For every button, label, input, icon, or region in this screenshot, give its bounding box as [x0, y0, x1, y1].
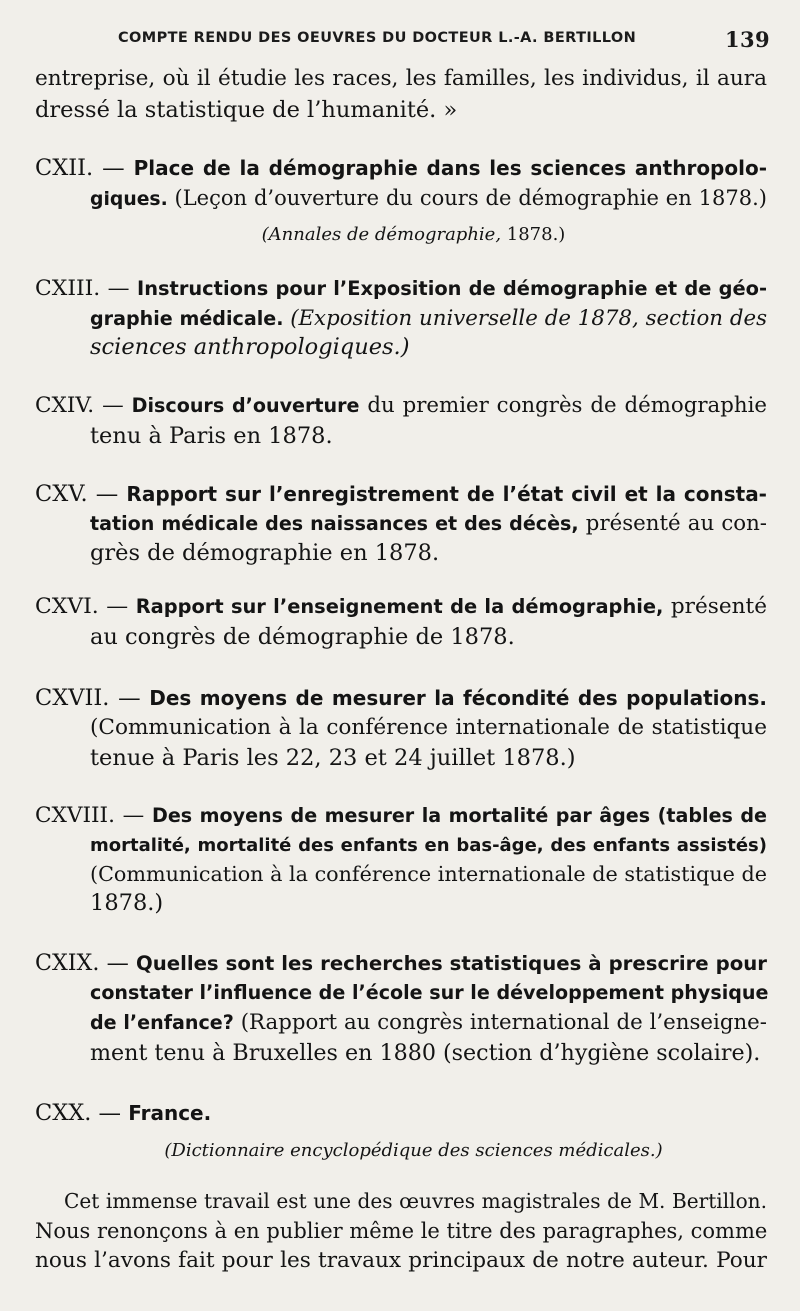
- entry-cxv-line-3: grès de démographie en 1878.: [90, 540, 440, 566]
- entry-cxiv-line-2: tenu à Paris en 1878.: [90, 423, 333, 449]
- entry-cxiii-number: CXIII. —: [35, 276, 137, 301]
- entry-cxii-reference: (Annales de démographie, 1878.): [261, 224, 566, 245]
- entry-cxii-title: Place de la démographie dans les sciences anthropolo-: [133, 156, 768, 180]
- entry-cxix-line-2: constater l’influence de l’école sur le développement physique: [90, 981, 769, 1004]
- entry-cxiv-title: Discours d’ouverture: [131, 394, 360, 417]
- entry-cxix-number: CXIX. —: [35, 950, 136, 976]
- entry-cxiii-line-3: sciences anthropologiques.): [90, 334, 410, 360]
- entry-cxiii-line-1: [35, 276, 767, 302]
- entry-cxiii-title: Instructions pour l’Exposition de démographie et de géo-: [136, 277, 768, 300]
- entry-cxix-title: Quelles sont les recherches statistiques à prescrire pour: [135, 952, 767, 975]
- entry-cxviii-line-2: mortalité, mortalité des enfants en bas-âge, des enfants assistés): [90, 835, 767, 856]
- entry-cxx-line-1: [35, 1100, 767, 1126]
- closing-line-2: Nous renonçons à en publier même le titre des paragraphes, comme: [35, 1219, 768, 1243]
- entry-cxv-line-1: [35, 481, 767, 507]
- entry-cxvi-title: Rapport sur l’enseignement de la démographie,: [135, 595, 664, 618]
- entry-cxiv-number: CXIV. —: [35, 393, 132, 418]
- entry-cxv-line-2: tation médicale des naissances et des décès, présenté au con-: [90, 511, 767, 536]
- entry-cxix-line-4: ment tenu à Bruxelles en 1880 (section d’hygiène scolaire).: [90, 1040, 761, 1066]
- closing-line-1: Cet immense travail est une des œuvres magistrales de M. Bertillon.: [64, 1189, 767, 1213]
- entry-cxx-reference: (Dictionnaire encyclopédique des sciences médicales.): [164, 1140, 663, 1161]
- closing-line-3: nous l’avons fait pour les travaux principaux de notre auteur. Pour: [35, 1248, 767, 1273]
- running-head-title: COMPTE RENDU DES OEUVRES DU DOCTEUR L.-A. BERTILLON: [118, 30, 637, 46]
- running-head: [118, 27, 770, 52]
- entry-cxvii-line-2: (Communication à la conférence internationale de statistique: [90, 715, 767, 740]
- entry-cxvi-line-2: au congrès de démographie de 1878.: [90, 624, 515, 650]
- page-number: 139: [724, 27, 770, 52]
- entry-cxix-line-3: de l’enfance? (Rapport au congrès international de l’enseigne-: [90, 1010, 767, 1035]
- entry-cxvi-line-1: CXVI. — Rapport sur l’enseignement de la démographie, présenté: [35, 594, 768, 619]
- intro-line-2: dressé la statistique de l’humanité. »: [35, 97, 458, 123]
- entry-cxviii-title: Des moyens de mesurer la mortalité par âges (tables de: [151, 804, 767, 827]
- entry-cxiii-line-2: graphie médicale. (Exposition universelle de 1878, section des: [90, 306, 767, 331]
- entry-cxviii-line-3: (Communication à la conférence internationale de statistique de: [90, 862, 767, 886]
- entry-cxviii-line-1: [35, 803, 767, 829]
- entry-cxv-number: CXV. —: [35, 481, 127, 507]
- entry-cxvii-line-3: tenue à Paris les 22, 23 et 24 juillet 1878.): [90, 745, 576, 771]
- entry-cxvii-number: CXVII. —: [35, 685, 150, 711]
- entry-cxviii-number: CXVIII. —: [35, 803, 152, 828]
- entry-cxii-line-2: giques. (Leçon d’ouverture du cours de démographie en 1878.): [90, 186, 767, 210]
- entry-cxvii-title: Des moyens de mesurer la fécondité des populations.: [149, 686, 768, 710]
- entry-cxv-title: Rapport sur l’enregistrement de l’état civil et la consta-: [126, 482, 767, 506]
- entry-cxii-number: CXII. —: [35, 155, 134, 181]
- entry-cxx-number: CXX. —: [35, 1100, 129, 1126]
- entry-cxix-line-1: [35, 950, 767, 977]
- entry-cxii-line-1: [35, 155, 767, 181]
- entry-cxvi-number: CXVI. —: [35, 594, 136, 619]
- entry-cxiv-line-1: CXIV. — Discours d’ouverture du premier congrès de démographie: [35, 393, 767, 418]
- entry-cxvii-line-1: [35, 685, 767, 711]
- entry-cxx-title: France.: [128, 1101, 212, 1125]
- intro-line-1: entreprise, où il étudie les races, les familles, les individus, il aura: [35, 66, 767, 91]
- entry-cxviii-line-4: 1878.): [90, 890, 164, 916]
